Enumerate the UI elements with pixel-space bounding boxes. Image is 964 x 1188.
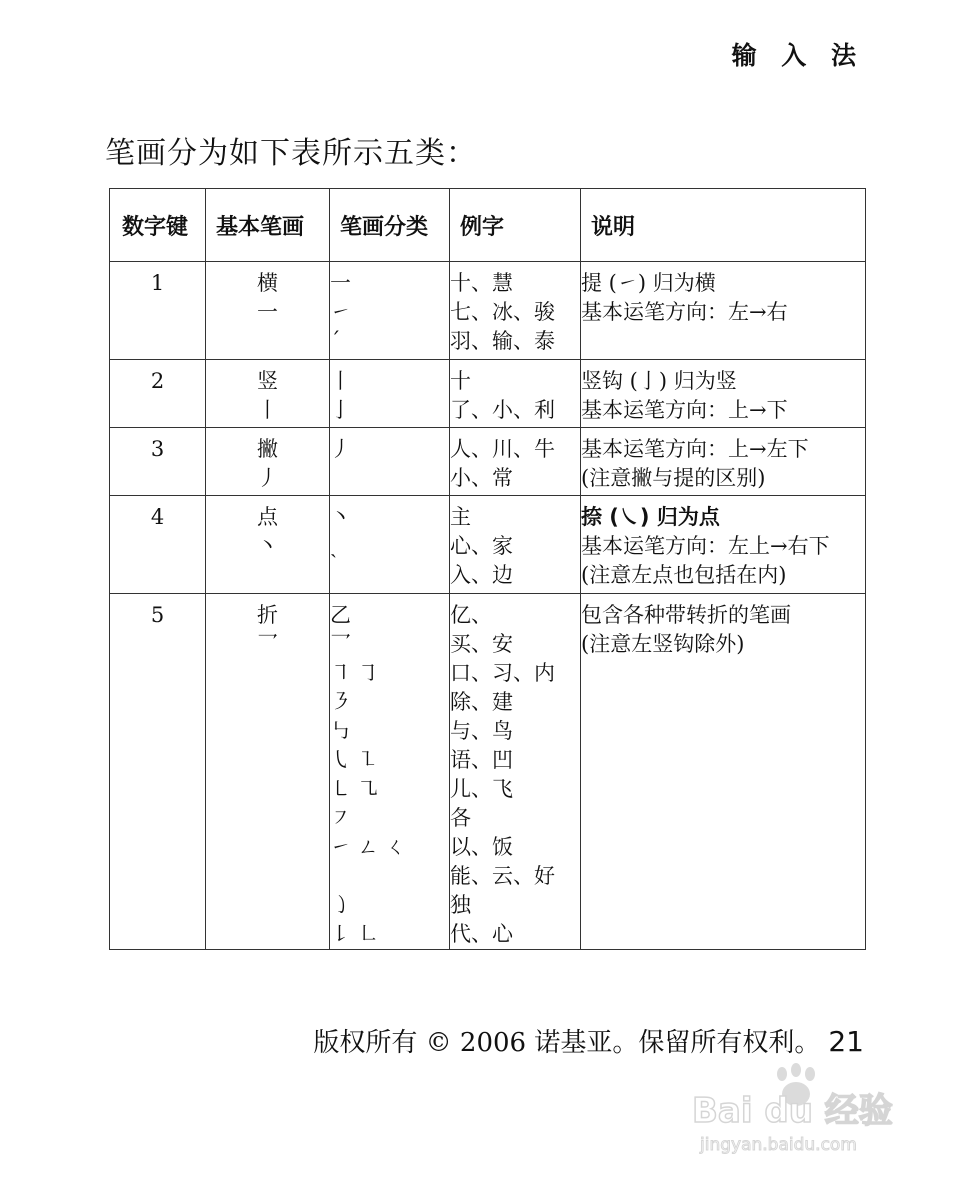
stroke-variant: ㇙ ㇗ (330, 922, 379, 946)
example-line: 与、鸟 (450, 719, 513, 743)
example-line: 入、边 (450, 563, 513, 587)
stroke-variant: ㇉ (330, 719, 351, 743)
note-line: 竖钩 (亅) 归为竖 (581, 369, 737, 393)
basic-stroke-name: 折 (257, 603, 278, 627)
note-line: 包含各种带转折的笔画 (581, 603, 791, 627)
stroke-variant: 乙 (330, 603, 351, 627)
example-line: 亿、 (450, 603, 492, 627)
stroke-class-cell (330, 594, 450, 950)
basic-stroke-cell (206, 496, 330, 594)
basic-stroke-glyph: 乛 (257, 632, 278, 656)
note-line: 基本运笔方向：上→下 (581, 398, 788, 422)
stroke-variant: 丶 (330, 505, 351, 529)
baidu-jingyan-watermark (686, 1060, 906, 1160)
example-line: 心、家 (450, 534, 513, 558)
basic-stroke-cell (206, 360, 330, 428)
example-line: 十、慧 (450, 271, 513, 295)
stroke-variant: 丨 (330, 369, 351, 393)
example-line: 七、冰、骏 (450, 300, 555, 324)
stroke-class-cell (330, 496, 450, 594)
example-line: 以、饭 (450, 835, 513, 859)
number-key-cell: 4 (110, 496, 206, 594)
notes-cell (581, 262, 866, 360)
note-line: (注意撇与提的区别) (581, 466, 766, 490)
note-line: 提 (㇀) 归为横 (581, 271, 716, 295)
basic-stroke-glyph: 丿 (257, 466, 278, 490)
stroke-variant: ㇋ (330, 690, 351, 714)
note-line: 基本运笔方向：左上→右下 (581, 534, 830, 558)
example-line: 主 (450, 505, 471, 529)
table-row (110, 428, 866, 496)
table-row (110, 360, 866, 428)
page-number: 21 (828, 1025, 864, 1058)
example-line: 独 (450, 893, 471, 917)
watermark-logo-text: Bai du 经验 (692, 1091, 893, 1131)
header-number-key: 数字键 (110, 189, 206, 262)
example-chars-cell (450, 360, 581, 428)
stroke-table (109, 188, 866, 950)
stroke-variant: ㇄ ㇈ (330, 777, 379, 801)
stroke-variant: ㇁ (330, 893, 351, 917)
example-line: 口、习、内 (450, 661, 555, 685)
example-line: 儿、飞 (450, 777, 513, 801)
table-header-row (110, 189, 866, 262)
basic-stroke-glyph: 一 (257, 300, 278, 324)
notes-cell (581, 360, 866, 428)
intro-paragraph: 笔画分为如下表所示五类： (105, 136, 477, 171)
stroke-variant: ㇂ ㇅ (330, 748, 379, 772)
example-line: 语、凹 (450, 748, 513, 772)
note-line-bold: 捺 (㇏) 归为点 (581, 505, 720, 529)
basic-stroke-cell (206, 594, 330, 950)
basic-stroke-glyph: 丶 (257, 534, 278, 558)
stroke-variant: 乛 (330, 632, 351, 656)
note-line: (注意左竖钩除外) (581, 632, 745, 656)
basic-stroke-name: 点 (257, 505, 278, 529)
stroke-variant: ㇇ (330, 806, 351, 830)
example-chars-cell (450, 496, 581, 594)
notes-cell (581, 428, 866, 496)
basic-stroke-name: 横 (257, 271, 278, 295)
notes-cell (581, 496, 866, 594)
stroke-class-cell (330, 360, 450, 428)
copyright-text: 版权所有 © 2006 诺基亚。保留所有权利。 (313, 1028, 821, 1058)
stroke-variant: ㇀ ㄥ ㄑ (330, 835, 407, 859)
example-chars-cell (450, 428, 581, 496)
header-example-chars: 例字 (450, 189, 581, 262)
example-line: 代、心 (450, 922, 513, 946)
stroke-class-cell (330, 428, 450, 496)
header-notes: 说明 (581, 189, 866, 262)
header-stroke-class: 笔画分类 (330, 189, 450, 262)
basic-stroke-glyph: 丨 (257, 398, 278, 422)
page-footer (313, 1022, 864, 1059)
example-line: 羽、输、泰 (450, 329, 555, 353)
example-line: 各 (450, 806, 471, 830)
example-line: 除、建 (450, 690, 513, 714)
stroke-variant: ˏ (330, 534, 337, 558)
number-key-cell: 3 (110, 428, 206, 496)
number-key-cell: 2 (110, 360, 206, 428)
example-chars-cell (450, 594, 581, 950)
table-row (110, 496, 866, 594)
stroke-variant: ㇕ ㇆ (330, 661, 379, 685)
number-key-cell: 1 (110, 262, 206, 360)
stroke-variant: ㇀ (330, 300, 351, 324)
example-line: 十 (450, 369, 471, 393)
example-line: 了、小、利 (450, 398, 555, 422)
stroke-variant: ˊ (330, 329, 341, 353)
table-row (110, 594, 866, 950)
stroke-variant: 亅 (330, 398, 351, 422)
example-line: 能、云、好 (450, 864, 555, 888)
notes-cell (581, 594, 866, 950)
note-line: 基本运笔方向：左→右 (581, 300, 788, 324)
basic-stroke-cell (206, 262, 330, 360)
watermark-url-text: jingyan.baidu.com (700, 1135, 857, 1155)
example-line: 小、常 (450, 466, 513, 490)
basic-stroke-name: 竖 (257, 369, 278, 393)
stroke-variant: 丿 (330, 437, 351, 461)
stroke-variant-spacer (330, 862, 449, 891)
stroke-variant: 一 (330, 271, 351, 295)
note-line: 基本运笔方向：上→左下 (581, 437, 809, 461)
basic-stroke-name: 撇 (257, 437, 278, 461)
number-key-cell: 5 (110, 594, 206, 950)
header-basic-stroke: 基本笔画 (206, 189, 330, 262)
example-chars-cell (450, 262, 581, 360)
running-header: 输 入 法 (731, 41, 864, 70)
basic-stroke-cell (206, 428, 330, 496)
note-line: (注意左点也包括在内) (581, 563, 787, 587)
table-row (110, 262, 866, 360)
example-line: 买、安 (450, 632, 513, 656)
stroke-class-cell (330, 262, 450, 360)
example-line: 人、川、牛 (450, 437, 555, 461)
